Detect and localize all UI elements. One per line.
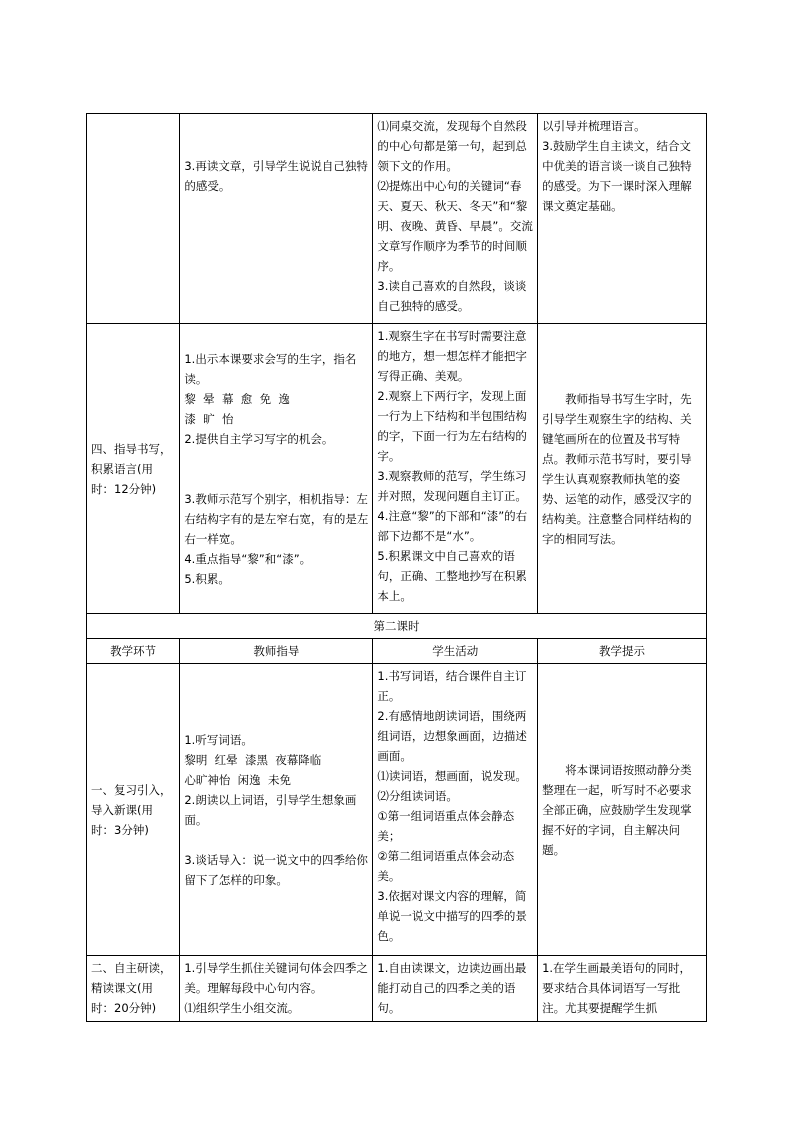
teacher-line: 黎明 红晕 漆黑 夜幕降临 [184, 752, 322, 767]
teacher-line: 2.朗读以上词语，引导学生想象画面。 [184, 792, 357, 827]
teacher-guidance-cell [180, 324, 373, 614]
student-line: 3.观察教师的范写，学生练习并对照，发现问题自主订正。 [377, 469, 527, 503]
teacher-line: 1.引导学生抓住关键词句体会四季之美。理解每段中心句内容。 [184, 961, 368, 995]
student-line: ①第一组词语重点体会静态美； [377, 809, 515, 843]
header-student: 学生活动 [373, 639, 538, 664]
tip-line: 3.鼓励学生自主读文，结合文中优美的语言谈一谈自己独特的感受。为下一课时深入理解课文奠定基础。 [542, 139, 692, 213]
teacher-guidance-cell [180, 664, 373, 956]
student-line: 5.积累课文中自己喜欢的语句，正确、工整地抄写在积累本上。 [377, 549, 527, 603]
table-row [87, 114, 707, 324]
session-title: 第二课时 [87, 614, 707, 639]
tip-line: 以引导并梳理语言。 [542, 119, 646, 133]
tip-line: 1.在学生画最美语句的同时，要求结合具体词语写一写批注。尤其要提醒学生抓 [542, 961, 692, 1015]
teacher-line: 心旷神怡 闲逸 未免 [184, 772, 291, 787]
header-tips: 教学提示 [538, 639, 707, 664]
teacher-line: 漆 旷 怡 [184, 411, 234, 426]
student-line: ⑵提炼出中心句的关键词“春天、夏天、秋天、冬天”和“黎明、夜晚、黄昏、早晨”。交流文章写作顺序为季节的时间顺序。 [377, 179, 533, 273]
student-line: ⑵分组读词语。 [377, 789, 458, 803]
teacher-line: 1.听写词语。 [184, 732, 253, 747]
header-stage: 教学环节 [87, 639, 180, 664]
teacher-line: 黎 晕 幕 愈 免 逸 [184, 391, 290, 406]
table-row [87, 664, 707, 956]
spacer [184, 830, 368, 850]
student-line: 4.注意“黎”的下部和“漆”的右部下边都不是“水”。 [377, 509, 528, 543]
teaching-tip-cell [538, 664, 707, 956]
tip-line: 将本课词语按照动静分类整理在一起，听写时不必要求全部正确，应鼓励学生发现掌握不好的字词，自主解决问题。 [542, 762, 692, 857]
spacer [184, 449, 368, 469]
teacher-line: 3.再读文章，引导学生说说自己独特的感受。 [184, 159, 368, 193]
stage-cell [87, 114, 180, 324]
teacher-line: 5.积累。 [184, 571, 230, 586]
student-line: 1.自由读课文，边读边画出最能打动自己的四季之美的语句。 [377, 961, 527, 1015]
table-row [87, 324, 707, 614]
student-activity-cell [373, 324, 538, 614]
stage-cell: 四、指导书写，积累语言(用时：12分钟) [87, 324, 180, 614]
header-row [87, 639, 707, 664]
stage-cell: 二、自主研读，精读课文(用时：20分钟) [87, 956, 180, 1022]
session-row [87, 614, 707, 639]
student-line: 3.依据对课文内容的理解，简单说一说文中描写的四季的景色。 [377, 889, 527, 943]
lesson-plan-table [86, 113, 707, 1022]
student-line: 2.有感情地朗读词语，围绕两组词语，边想象画面，边描述画面。 [377, 709, 527, 763]
stage-cell: 一、复习引入，导入新课(用时：3分钟) [87, 664, 180, 956]
teacher-line: 2.提供自主学习写字的机会。 [184, 431, 334, 446]
student-line: ⑴同桌交流，发现每个自然段的中心句都是第一句，起到总领下文的作用。 [377, 119, 527, 173]
student-line: 2.观察上下两行字，发现上面一行为上下结构和半包围结构的字，下面一行为左右结构的字。 [377, 389, 527, 463]
teacher-guidance-cell [180, 114, 373, 324]
header-teacher: 教师指导 [180, 639, 373, 664]
teacher-line: 1.出示本课要求会写的生字，指名读。 [184, 351, 357, 386]
spacer [184, 469, 368, 489]
student-line: ②第二组词语重点体会动态美。 [377, 849, 515, 883]
teacher-line: 3.教师示范写个别字，相机指导：左右结构字有的是左窄右宽，有的是左右一样宽。 [184, 491, 369, 546]
table-row [87, 956, 707, 1022]
student-line: 1.书写词语，结合课件自主订正。 [377, 669, 527, 703]
teacher-line: 3.谈话导入：说一说文中的四季给你留下了怎样的印象。 [184, 852, 368, 887]
teaching-tip-cell [538, 324, 707, 614]
student-activity-cell [373, 664, 538, 956]
student-activity-cell [373, 956, 538, 1022]
student-line: 1.观察生字在书写时需要注意的地方，想一想怎样才能把字写得正确、美观。 [377, 329, 527, 383]
tip-line: 教师指导书写生字时，先引导学生观察生字的结构、关键笔画所在的位置及书写特点。教师示范书写时，要引导学生认真观察教师执笔的姿势、运笔的动作，感受汉字的结构美。注意整合同样结构的字的相同写法。 [542, 391, 692, 546]
teaching-tip-cell [538, 114, 707, 324]
teacher-guidance-cell [180, 956, 373, 1022]
student-line: 3.读自己喜欢的自然段，谈谈自己独特的感受。 [377, 279, 527, 313]
teaching-tip-cell [538, 956, 707, 1022]
teacher-line: ⑴组织学生小组交流。 [184, 1001, 300, 1015]
teacher-line: 4.重点指导“黎”和“漆”。 [184, 551, 312, 566]
student-line: ⑴读词语，想画面，说发现。 [377, 769, 527, 783]
student-activity-cell [373, 114, 538, 324]
